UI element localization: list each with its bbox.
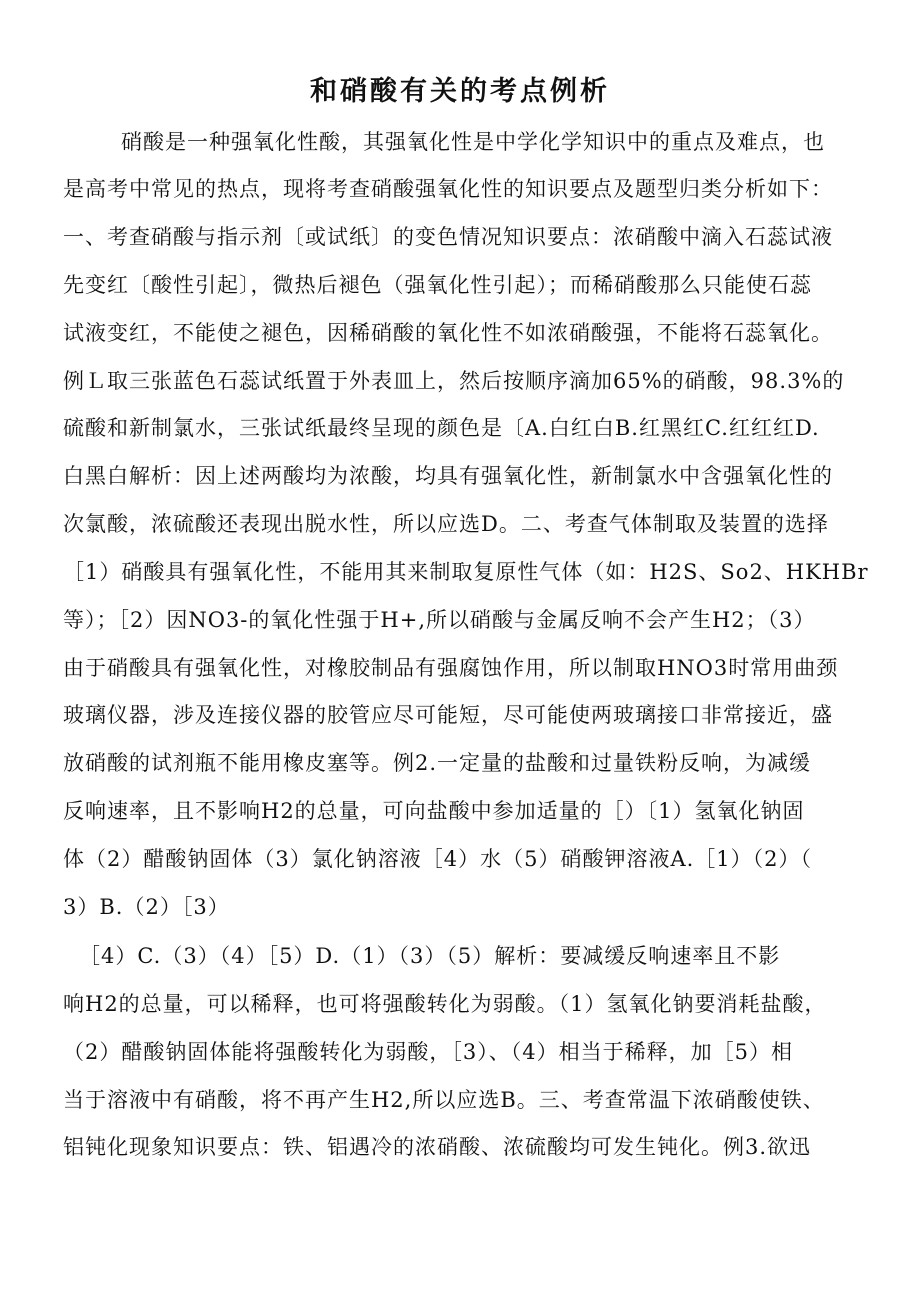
- paragraph-line: 次氯酸，浓硫酸还表现出脱水性，所以应选D。二、考查气体制取及装置的选择: [63, 512, 829, 536]
- paragraph-line: 响H2的总量，可以稀释，也可将强酸转化为弱酸。（1）氢氧化钠要消耗盐酸，: [63, 992, 827, 1016]
- paragraph-line: 试液变红，不能使之褪色，因稀硝酸的氧化性不如浓硝酸强，不能将石蕊氧化。: [63, 321, 833, 345]
- paragraph-line: 3）B.（2）［3）: [63, 895, 230, 919]
- paragraph-line: 白黑白解析：因上述两酸均为浓酸，均具有强氧化性，新制氯水中含强氧化性的: [63, 464, 833, 488]
- paragraph-line: 等）；［2）因NO3-的氧化性强于H+,所以硝酸与金属反响不会产生H2；（3）: [63, 608, 816, 632]
- paragraph-line: 反响速率，且不影响H2的总量，可向盐酸中参加适量的［）〔1）氢氧化钠固: [63, 799, 805, 823]
- document-title: 和硝酸有关的考点例析: [310, 76, 610, 107]
- paragraph-line: 当于溶液中有硝酸，将不再产生H2,所以应选B。三、考查常温下浓硝酸使铁、: [63, 1088, 825, 1112]
- paragraph-line: 由于硝酸具有强氧化性，对橡胶制品有强腐蚀作用，所以制取HNO3时常用曲颈: [63, 656, 839, 680]
- paragraph-line: 硝酸是一种强氧化性酸，其强氧化性是中学化学知识中的重点及难点，也: [121, 130, 825, 154]
- paragraph-line: 是高考中常见的热点，现将考查硝酸强氧化性的知识要点及题型归类分析如下：: [63, 177, 833, 201]
- paragraph-line: 体（2）醋酸钠固体（3）氯化钠溶液［4）水（5）硝酸钾溶液A.［1）（2）（: [63, 847, 813, 871]
- paragraph-line: 铝钝化现象知识要点：铁、铝遇冷的浓硝酸、浓硫酸均可发生钝化。例3.欲迅: [63, 1135, 812, 1159]
- paragraph-line: 硫酸和新制氯水，三张试纸最终呈现的颜色是〔A.白红白B.红黑红C.红红红D.: [63, 416, 820, 440]
- paragraph-line: ［4）C.（3）（4）［5）D.（1）（3）（5）解析：要减缓反响速率且不影: [79, 944, 781, 968]
- paragraph-line: 例Ｌ取三张蓝色石蕊试纸置于外表皿上，然后按顺序滴加65%的硝酸，98.3%的: [63, 369, 845, 393]
- paragraph-line: 玻璃仪器，涉及连接仪器的胶管应尽可能短，尽可能使两玻璃接口非常接近，盛: [63, 703, 833, 727]
- paragraph-line: 放硝酸的试剂瓶不能用橡皮塞等。例2.一定量的盐酸和过量铁粉反响，为减缓: [63, 751, 812, 775]
- paragraph-line: ［1）硝酸具有强氧化性，不能用其来制取复原性气体（如：H2S、So2、HKHBr: [63, 560, 869, 584]
- paragraph-line: 一、考查硝酸与指示剂〔或试纸〕的变色情况知识要点：浓硝酸中滴入石蕊试液: [63, 225, 833, 249]
- paragraph-line: （2）醋酸钠固体能将强酸转化为弱酸，［3）、（4）相当于稀释，加［5）相: [63, 1040, 793, 1064]
- paragraph-line: 先变红〔酸性引起〕，微热后褪色（强氧化性引起）；而稀硝酸那么只能使石蕊: [63, 273, 812, 297]
